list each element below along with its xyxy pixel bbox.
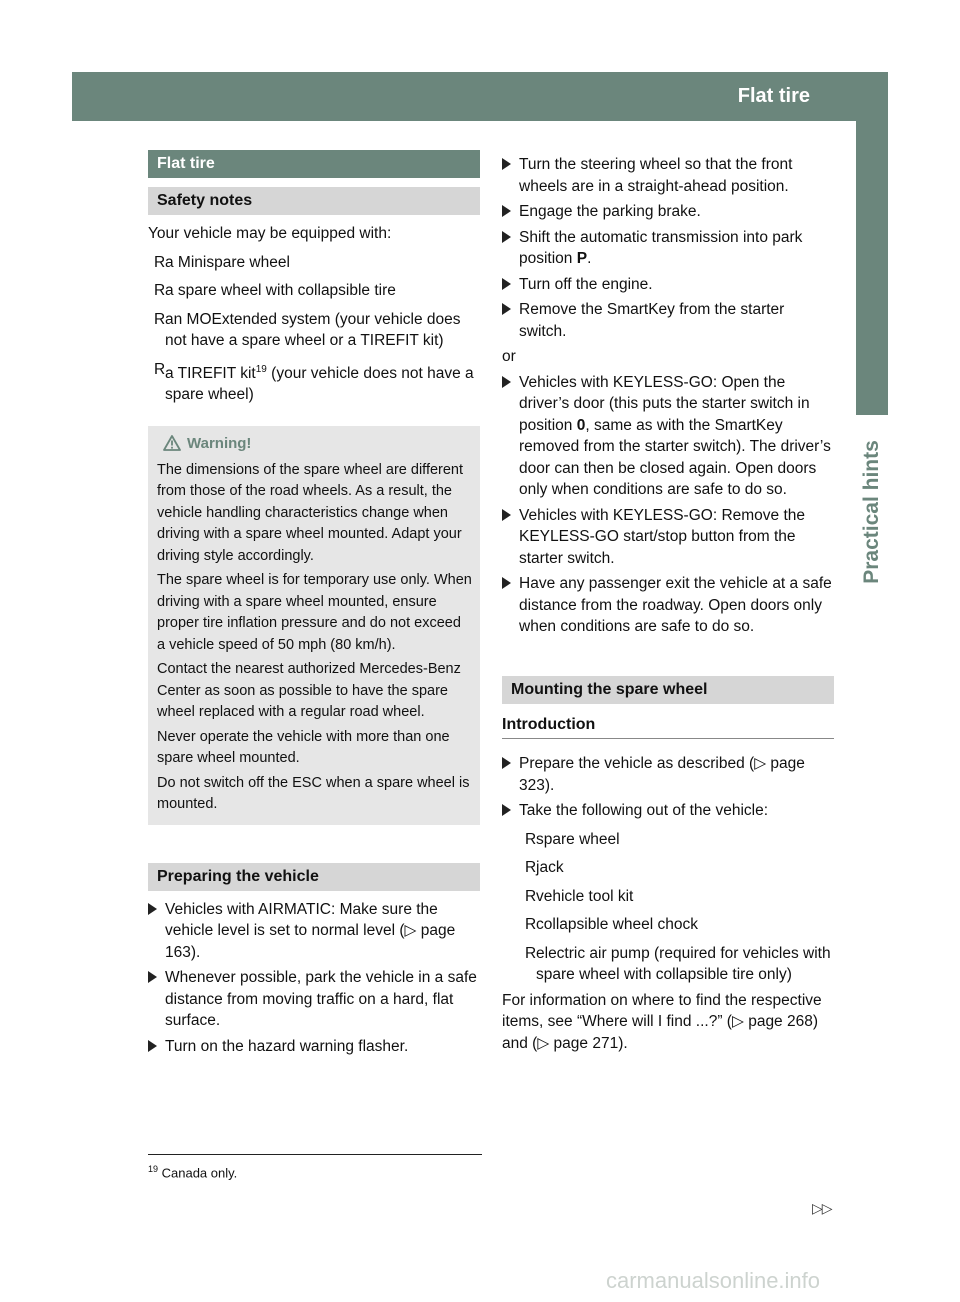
- list-item-text: electric air pump (required for vehicles with spare wheel with collapsible tire only): [536, 944, 831, 983]
- step-arrow-icon: [502, 303, 511, 315]
- list-item-text: spare wheel: [536, 830, 620, 848]
- warning-box: [148, 426, 480, 825]
- warning-header: [157, 433, 472, 457]
- warning-paragraph: Never operate the vehicle with more than one spare wheel mounted.: [157, 728, 450, 767]
- continue-marker: ▷▷: [812, 1200, 832, 1216]
- list-item: [148, 359, 480, 406]
- warning-paragraph: Do not switch off the ESC when a spare wheel is mounted.: [157, 774, 470, 813]
- list-item: [148, 280, 480, 302]
- instruction-step: [502, 299, 834, 342]
- step-text: Prepare the vehicle as described (▷ page 323).: [519, 755, 805, 794]
- step-arrow-icon: [502, 577, 511, 589]
- list-item-text: collapsible wheel chock: [536, 916, 698, 933]
- footnote-number: 19: [148, 1164, 159, 1174]
- watermark: carmanualsonline.info: [606, 1268, 821, 1293]
- step-arrow-icon: [502, 158, 511, 170]
- instruction-step: [502, 201, 834, 223]
- step-arrow-icon: [502, 757, 511, 769]
- footnote: [148, 1154, 482, 1180]
- bullet-glyph: R: [525, 830, 537, 848]
- subsection-title-safety-notes: Safety notes: [148, 187, 480, 215]
- list-item-text: a Minispare wheel: [165, 253, 290, 271]
- instruction-step: [148, 899, 480, 964]
- instruction-step: [148, 1036, 480, 1058]
- list-item-text: a TIREFIT kit: [165, 364, 256, 382]
- list-item-text: (your vehicle does not have a spare wheel): [165, 364, 474, 404]
- footnote-ref: 19: [255, 363, 267, 375]
- instruction-step: [502, 372, 834, 501]
- step-text-bold: P: [576, 250, 588, 267]
- list-item-text: a spare wheel with collapsible tire: [165, 282, 396, 299]
- list-item: [502, 829, 834, 851]
- bullet-glyph: R: [154, 310, 166, 328]
- side-label: [856, 429, 888, 594]
- step-text: Take the following out of the vehicle:: [519, 802, 769, 819]
- step-text: Remove the SmartKey from the starter switch.: [519, 301, 785, 340]
- list-item-text: an MOExtended system (your vehicle does not have a spare wheel or a TIREFIT kit): [165, 310, 461, 349]
- instruction-step: [502, 505, 834, 570]
- list-item: [148, 309, 480, 352]
- instruction-step: [502, 154, 834, 197]
- section-title-preparing-vehicle: Preparing the vehicle: [148, 863, 480, 891]
- step-text: Vehicles with KEYLESS-GO: Open the driver’s door (this puts the starter switch in position: [519, 373, 810, 434]
- side-tab: [856, 121, 888, 415]
- right-column: [502, 150, 834, 1054]
- step-arrow-icon: [502, 376, 511, 388]
- warning-title: Warning!: [187, 434, 252, 452]
- intro-text: Your vehicle may be equipped with:: [148, 225, 392, 242]
- step-text: Turn on the hazard warning flasher.: [165, 1037, 409, 1055]
- or-text: or: [502, 348, 516, 365]
- step-text: .: [587, 250, 592, 267]
- subheading-introduction: Introduction: [502, 714, 834, 740]
- instruction-step: [502, 227, 834, 270]
- step-arrow-icon: [148, 1040, 157, 1052]
- step-text-bold: 0: [576, 416, 586, 434]
- section-title-mounting-spare-wheel: Mounting the spare wheel: [502, 676, 834, 704]
- footnote-text: Canada only.: [158, 1165, 238, 1181]
- step-text: Turn off the engine.: [519, 275, 653, 293]
- step-arrow-icon: [502, 804, 511, 816]
- bullet-glyph: R: [154, 282, 166, 299]
- instruction-step: [502, 274, 834, 296]
- list-item: [502, 886, 834, 908]
- step-text: Whenever possible, park the vehicle in a safe distance from moving traffic on a hard, flat surface.: [165, 969, 477, 1030]
- list-item-text: jack: [536, 859, 564, 876]
- instruction-step: [148, 967, 480, 1032]
- list-item: [148, 252, 480, 274]
- side-label-text: Practical hints: [860, 439, 883, 584]
- step-arrow-icon: [148, 971, 157, 983]
- bullet-glyph: R: [525, 944, 537, 962]
- list-item: [502, 857, 834, 879]
- step-text: Vehicles with KEYLESS-GO: Remove the KEYLESS-GO start/stop button from the starter switch.: [519, 506, 806, 567]
- step-arrow-icon: [502, 205, 511, 217]
- bullet-glyph: R: [525, 859, 537, 876]
- page-header: [72, 72, 950, 121]
- closing-paragraph: For information on where to find the respective items, see “Where will I find ...?” (▷ page 268) and (▷ page 271).: [502, 991, 822, 1052]
- warning-paragraph: Contact the nearest authorized Mercedes-Benz Center as soon as possible to have the spare wheel replaced with a regular road wheel.: [157, 661, 461, 721]
- warning-paragraph: The dimensions of the spare wheel are different from those of the road wheels. As a result, the vehicle handling characteristics change when driving with a spare wheel mounted. Adapt your driving style accordingly.: [157, 461, 464, 564]
- warning-triangle-icon: [163, 435, 181, 451]
- list-item-text: vehicle tool kit: [536, 887, 634, 905]
- step-text: Have any passenger exit the vehicle at a safe distance from the roadway. Open doors only when conditions are safe to do so.: [519, 575, 832, 635]
- list-item: [502, 914, 834, 936]
- instruction-step: [502, 753, 834, 796]
- step-text: Engage the parking brake.: [519, 203, 701, 220]
- list-item: [502, 943, 834, 986]
- bullet-glyph: R: [525, 916, 537, 933]
- step-arrow-icon: [502, 509, 511, 521]
- bullet-glyph: R: [525, 887, 537, 905]
- step-arrow-icon: [502, 231, 511, 243]
- left-column: [148, 150, 480, 1057]
- instruction-step: [502, 573, 834, 638]
- bullet-glyph: R: [154, 253, 166, 271]
- section-title-flat-tire: Flat tire: [148, 150, 480, 178]
- bullet-glyph: R: [154, 360, 166, 378]
- page-number: 323: [915, 85, 950, 107]
- instruction-step: [502, 800, 834, 822]
- step-text: Vehicles with AIRMATIC: Make sure the vehicle level is set to normal level (▷ page 163).: [165, 900, 456, 961]
- step-text: , same as with the SmartKey removed from the starter switch). The driver’s door can then be closed again. Open doors only when conditions are safe to do so.: [519, 416, 831, 498]
- step-arrow-icon: [148, 903, 157, 915]
- header-title: Flat tire: [737, 85, 810, 107]
- step-text: Shift the automatic transmission into park position: [519, 228, 803, 267]
- step-arrow-icon: [502, 278, 511, 290]
- warning-paragraph: The spare wheel is for temporary use only. When driving with a spare wheel mounted, ensure proper tire inflation pressure and do not exceed a vehicle speed of 50 mph (80 km/h).: [157, 572, 472, 653]
- step-text: Turn the steering wheel so that the front wheels are in a straight-ahead position.: [519, 156, 793, 195]
